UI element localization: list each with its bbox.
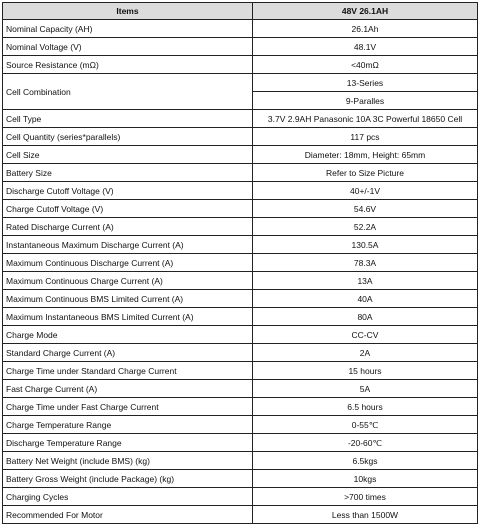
spec-label: Cell Combination <box>3 74 253 110</box>
spec-label: Discharge Temperature Range <box>3 434 253 452</box>
spec-label: Charge Mode <box>3 326 253 344</box>
spec-label: Recommended For Motor <box>3 506 253 524</box>
spec-value: <40mΩ <box>253 56 478 74</box>
spec-label: Rated Discharge Current (A) <box>3 218 253 236</box>
table-row <box>3 164 478 182</box>
table-row <box>3 380 478 398</box>
spec-value: -20-60℃ <box>253 434 478 452</box>
table-row <box>3 74 478 92</box>
table-row <box>3 56 478 74</box>
battery-spec-table <box>2 2 478 524</box>
table-row <box>3 128 478 146</box>
spec-value: 6.5kgs <box>253 452 478 470</box>
spec-value: 48.1V <box>253 38 478 56</box>
spec-label: Maximum Continuous Charge Current (A) <box>3 272 253 290</box>
table-row <box>3 290 478 308</box>
spec-value: 40+/-1V <box>253 182 478 200</box>
spec-value: 78.3A <box>253 254 478 272</box>
spec-label: Charge Temperature Range <box>3 416 253 434</box>
spec-label: Fast Charge Current (A) <box>3 380 253 398</box>
spec-value: 2A <box>253 344 478 362</box>
spec-label: Maximum Instantaneous BMS Limited Current (A) <box>3 308 253 326</box>
spec-value: 10kgs <box>253 470 478 488</box>
table-row <box>3 398 478 416</box>
spec-label: Nominal Voltage (V) <box>3 38 253 56</box>
spec-label: Charge Cutoff Voltage (V) <box>3 200 253 218</box>
table-row <box>3 362 478 380</box>
table-row <box>3 506 478 524</box>
table-row <box>3 272 478 290</box>
spec-label: Cell Size <box>3 146 253 164</box>
table-row <box>3 254 478 272</box>
spec-value: 40A <box>253 290 478 308</box>
spec-value: Refer to Size Picture <box>253 164 478 182</box>
header-model: 48V 26.1AH <box>253 3 478 20</box>
spec-value: 3.7V 2.9AH Panasonic 10A 3C Powerful 18650 Cell <box>253 110 478 128</box>
table-row <box>3 20 478 38</box>
spec-value: 9-Paralles <box>253 92 478 110</box>
spec-label: Charge Time under Fast Charge Current <box>3 398 253 416</box>
spec-value: 13A <box>253 272 478 290</box>
spec-value: CC-CV <box>253 326 478 344</box>
spec-value: Less than 1500W <box>253 506 478 524</box>
spec-value: 15 hours <box>253 362 478 380</box>
header-items: Items <box>3 3 253 20</box>
spec-value: 13-Series <box>253 74 478 92</box>
spec-value: 0-55℃ <box>253 416 478 434</box>
spec-label: Cell Type <box>3 110 253 128</box>
spec-label: Battery Gross Weight (include Package) (kg) <box>3 470 253 488</box>
table-row <box>3 416 478 434</box>
spec-value: 80A <box>253 308 478 326</box>
table-row <box>3 38 478 56</box>
table-row <box>3 344 478 362</box>
table-row <box>3 200 478 218</box>
table-row <box>3 470 478 488</box>
table-row <box>3 308 478 326</box>
table-row <box>3 218 478 236</box>
table-row <box>3 434 478 452</box>
spec-label: Battery Net Weight (include BMS) (kg) <box>3 452 253 470</box>
table-row <box>3 182 478 200</box>
table-row <box>3 146 478 164</box>
spec-label: Standard Charge Current (A) <box>3 344 253 362</box>
spec-value: 52.2A <box>253 218 478 236</box>
spec-label: Battery Size <box>3 164 253 182</box>
spec-label: Maximum Continuous Discharge Current (A) <box>3 254 253 272</box>
table-row <box>3 488 478 506</box>
spec-value: 5A <box>253 380 478 398</box>
spec-label: Maximum Continuous BMS Limited Current (A) <box>3 290 253 308</box>
table-body <box>3 20 478 524</box>
spec-value: >700 times <box>253 488 478 506</box>
spec-value: 26.1Ah <box>253 20 478 38</box>
spec-label: Nominal Capacity (AH) <box>3 20 253 38</box>
spec-value: 54.6V <box>253 200 478 218</box>
spec-label: Discharge Cutoff Voltage (V) <box>3 182 253 200</box>
table-row <box>3 452 478 470</box>
table-header-row <box>3 3 478 20</box>
spec-label: Source Resistance (mΩ) <box>3 56 253 74</box>
spec-value: 130.5A <box>253 236 478 254</box>
table-row <box>3 326 478 344</box>
spec-label: Charge Time under Standard Charge Current <box>3 362 253 380</box>
spec-value: 117 pcs <box>253 128 478 146</box>
table-row <box>3 110 478 128</box>
table-row <box>3 236 478 254</box>
spec-label: Cell Quantity (series*parallels) <box>3 128 253 146</box>
spec-value: 6.5 hours <box>253 398 478 416</box>
spec-value: Diameter: 18mm, Height: 65mm <box>253 146 478 164</box>
spec-label: Instantaneous Maximum Discharge Current (A) <box>3 236 253 254</box>
spec-label: Charging Cycles <box>3 488 253 506</box>
